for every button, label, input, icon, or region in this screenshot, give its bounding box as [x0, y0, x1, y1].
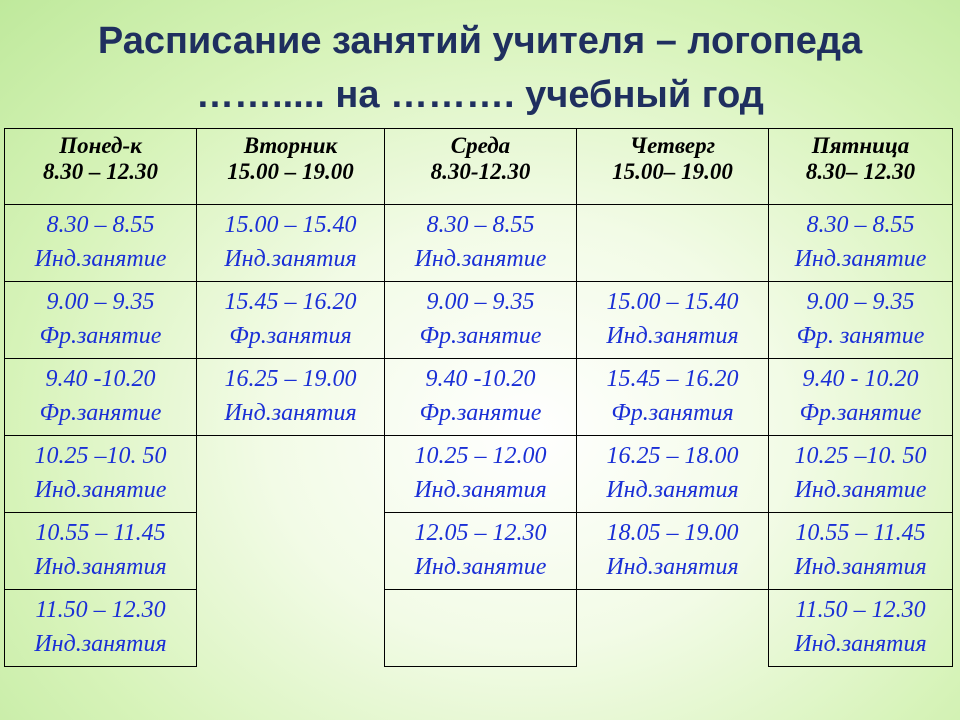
slot-time: 8.30 – 8.55	[46, 212, 155, 238]
table-cell	[577, 513, 769, 590]
header-wednesday	[385, 129, 577, 205]
table-row	[5, 282, 953, 359]
table-cell	[577, 436, 769, 513]
slot-time: 8.30 – 8.55	[806, 212, 915, 238]
page-title	[0, 14, 960, 122]
table-cell	[385, 513, 577, 590]
table-cell	[769, 282, 953, 359]
slot-type: Инд.занятие	[794, 477, 927, 503]
day-hours: 8.30– 12.30	[805, 159, 916, 184]
table-row	[5, 359, 953, 436]
day-name: Среда	[450, 133, 511, 158]
table-cell	[385, 282, 577, 359]
slot-type: Инд.занятие	[794, 246, 927, 272]
slot-type: Фр.занятия	[611, 400, 734, 426]
table-cell	[197, 282, 385, 359]
slot-time: 15.00 – 15.40	[224, 212, 357, 238]
slot-time: 9.00 – 9.35	[426, 289, 535, 315]
table-row	[5, 590, 953, 667]
slot-time: 18.05 – 19.00	[606, 520, 739, 546]
slot-time: 10.25 –10. 50	[34, 443, 167, 469]
slot-type: Инд.занятия	[794, 554, 927, 580]
slot-type: Инд.занятие	[414, 246, 547, 272]
table-cell	[5, 282, 197, 359]
table-cell	[385, 205, 577, 282]
day-name: Понед-к	[59, 133, 142, 158]
slot-time: 11.50 – 12.30	[35, 597, 166, 623]
table-cell	[577, 359, 769, 436]
day-hours: 8.30 – 12.30	[43, 159, 158, 184]
slot-time: 10.25 – 12.00	[414, 443, 547, 469]
header-friday	[769, 129, 953, 205]
slot-time: 16.25 – 19.00	[224, 366, 357, 392]
slot-time: 8.30 – 8.55	[426, 212, 535, 238]
table-cell	[769, 205, 953, 282]
slot-time: 12.05 – 12.30	[414, 520, 547, 546]
empty-cell	[577, 205, 769, 282]
table-cell	[769, 359, 953, 436]
header-row	[5, 129, 953, 205]
slot-time: 11.50 – 12.30	[795, 597, 926, 623]
title-line-1: Расписание занятий учителя – логопеда	[97, 20, 863, 62]
table-cell	[769, 590, 953, 667]
empty-cell	[577, 590, 769, 667]
slot-type: Инд.занятие	[34, 477, 167, 503]
slot-type: Инд.занятия	[224, 400, 357, 426]
table-row	[5, 436, 953, 513]
slot-type: Инд.занятие	[414, 554, 547, 580]
slot-type: Фр.занятие	[419, 323, 542, 349]
slot-time: 15.00 – 15.40	[606, 289, 739, 315]
empty-cell	[197, 513, 385, 590]
slot-type: Инд.занятия	[606, 477, 739, 503]
slot-type: Инд.занятия	[794, 631, 927, 657]
day-name: Вторник	[243, 133, 338, 158]
day-hours: 15.00– 19.00	[612, 159, 733, 184]
slot-time: 10.25 –10. 50	[794, 443, 927, 469]
slot-time: 15.45 – 16.20	[224, 289, 357, 315]
day-hours: 8.30-12.30	[430, 159, 531, 184]
header-thursday	[577, 129, 769, 205]
slot-type: Инд.занятия	[606, 323, 739, 349]
slot-time: 9.40 - 10.20	[802, 366, 919, 392]
slot-type: Фр.занятия	[229, 323, 352, 349]
empty-cell	[197, 590, 385, 667]
slot-time: 9.00 – 9.35	[806, 289, 915, 315]
table-cell	[769, 436, 953, 513]
slot-type: Фр.занятие	[419, 400, 542, 426]
slot-time: 9.40 -10.20	[45, 366, 156, 392]
day-name: Четверг	[629, 133, 716, 158]
table-cell	[5, 205, 197, 282]
slot-time: 16.25 – 18.00	[606, 443, 739, 469]
header-tuesday	[197, 129, 385, 205]
table-cell	[769, 513, 953, 590]
table-cell	[5, 359, 197, 436]
header-monday	[5, 129, 197, 205]
table-cell	[197, 205, 385, 282]
slot-type: Фр.занятие	[39, 323, 162, 349]
slot-time: 10.55 – 11.45	[795, 520, 926, 546]
slot-time: 10.55 – 11.45	[35, 520, 166, 546]
table-cell	[5, 436, 197, 513]
schedule-table	[4, 128, 953, 667]
day-hours: 15.00 – 19.00	[227, 159, 354, 184]
day-name: Пятница	[811, 133, 910, 158]
slot-type: Фр.занятие	[39, 400, 162, 426]
slot-type: Фр.занятие	[799, 400, 922, 426]
table-row	[5, 513, 953, 590]
empty-cell	[197, 436, 385, 513]
table-cell	[385, 359, 577, 436]
slot-time: 9.40 -10.20	[425, 366, 536, 392]
table-cell	[5, 590, 197, 667]
title-line-2: ……..... на ………. учебный год	[196, 74, 764, 116]
empty-cell	[385, 590, 577, 667]
slot-type: Инд.занятие	[34, 246, 167, 272]
slot-type: Инд.занятия	[606, 554, 739, 580]
slot-time: 9.00 – 9.35	[46, 289, 155, 315]
table-cell	[5, 513, 197, 590]
slot-type: Инд.занятия	[34, 554, 167, 580]
slot-type: Инд.занятия	[34, 631, 167, 657]
slot-time: 15.45 – 16.20	[606, 366, 739, 392]
table-cell	[197, 359, 385, 436]
slot-type: Фр. занятие	[796, 323, 925, 349]
table-row	[5, 205, 953, 282]
table-cell	[577, 282, 769, 359]
table-cell	[385, 436, 577, 513]
slot-type: Инд.занятия	[224, 246, 357, 272]
slot-type: Инд.занятия	[414, 477, 547, 503]
